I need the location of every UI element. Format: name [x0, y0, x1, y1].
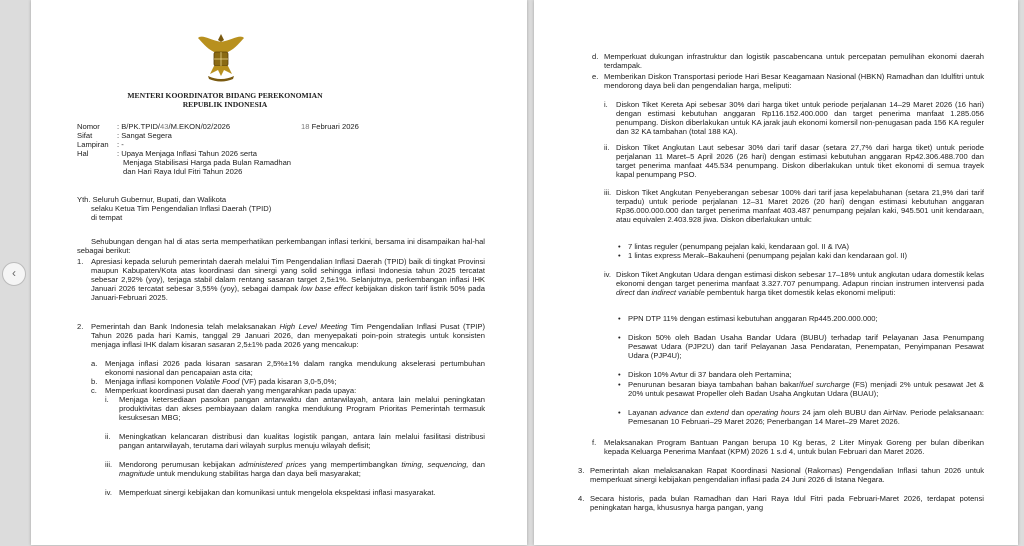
bullet-item: Layanan advance dan extend dan operating hours 24 jam oleh BUBU dan AirNav. Periode pelaksanaan: Pemesanan 10 Februari–29 Maret 2026; Penerbangan 14 Maret–29 Maret 2026. [628, 408, 984, 427]
prev-page-icon[interactable]: ‹ [2, 262, 26, 286]
recipient-line: Yth. Seluruh Gubernur, Bupati, dan Walikota [77, 195, 227, 204]
bullet-icon: • [618, 408, 621, 417]
bullet-item: Diskon 50% oleh Badan Usaha Bandar Udara (BUBU) terhadap tarif Pelayanan Jasa Penumpang Pesawat Udara (PJP2U) dan tarif Pelayanan Jasa Pendaratan, Penempatan, Penyimpanan Pesawat Udara (PJP4U); [628, 333, 984, 361]
point-e-iii: Diskon Tiket Angkutan Penyeberangan sebesar 100% dari tarif jasa kepelabuhanan (setara 21,9% dari tarif terpadu) untuk periode perjalanan 12–31 Maret 2026 (20 hari) dengan estimasi kebutuhan anggaran Rp36.000.000.000 dan target penerima manfaat 403.487 penumpang pejalan kaki, 945.501 unit kendaraan, atau equivalen 2.403.928 jiwa. Diskon diberlakukan untuk: [616, 188, 984, 225]
hal-line: dan Hari Raya Idul Fitri Tahun 2026 [123, 167, 243, 176]
garuda-emblem-icon [196, 30, 246, 82]
hal-line: : Upaya Menjaga Inflasi Tahun 2026 serta [117, 149, 258, 158]
nomor-label: Nomor [77, 122, 100, 131]
hal-line: Menjaga Stabilisasi Harga pada Bulan Ramadhan [123, 158, 292, 167]
item-roman: iii. [105, 460, 113, 469]
hal-label: Hal [77, 149, 89, 158]
point-e-i: Diskon Tiket Kereta Api sebesar 30% dari harga tiket untuk periode perjalanan 14–29 Maret 2026 (16 hari) dengan estimasi kebutuhan anggaran Rp116.152.400.000 dan target penerima manfaat 1.285.056 penumpang. Diskon diberlakukan untuk KA jarak jauh ekonomi komersil non-penugasan pada 156 KA reguler dan 32 KA tambahan (total 188 KA). [616, 100, 984, 137]
item-roman: iv. [604, 270, 612, 279]
bullet-icon: • [618, 380, 621, 389]
paragraph-3: Pemerintah akan melaksanakan Rapat Koordinasi Nasional (Rakornas) Pengendalian Inflasi tahun 2026 untuk memperkuat sinergi kebijakan pengendalian inflasi pada 24 Juni 2026 di Istana Negara. [590, 466, 984, 485]
point-e-iv: Diskon Tiket Angkutan Udara dengan estimasi diskon sebesar 17–18% untuk angkutan udara domestik kelas ekonomi dengan target penerima manfaat 3.327.707 penumpang. Adapun rincian instrumen intervensi pada direct dan indirect variable pembentuk harga tiket domestik kelas ekonomi meliputi: [616, 270, 984, 298]
bullet-item: 7 lintas reguler (penumpang pejalan kaki, kendaraan gol. II & IVA) [628, 242, 850, 251]
item-roman: ii. [105, 432, 111, 441]
item-letter: b. [91, 377, 98, 386]
item-roman: iii. [604, 188, 612, 197]
item-roman: ii. [604, 143, 610, 152]
item-letter: f. [592, 438, 597, 447]
bullet-icon: • [618, 370, 621, 379]
item-letter: d. [592, 52, 599, 61]
item-number: 1. [77, 257, 84, 266]
point-f: Melaksanakan Program Bantuan Pangan berupa 10 Kg beras, 2 Liter Minyak Goreng per bulan diberikan kepada Keluarga Penerima Manfaat (KPM) 2026 1 s.d 4, untuk bulan Februari dan Maret 2026. [604, 438, 984, 457]
document-page-2 [534, 0, 1018, 545]
recipient-line: di tempat [91, 213, 123, 222]
point-c-iii: Mendorong perumusan kebijakan administered prices yang mempertimbangkan timing, sequencing, dan magnitude untuk mendukung stabilitas harga dan daya beli masyarakat; [119, 460, 485, 479]
letterhead-title: MENTERI KOORDINATOR BIDANG PEREKONOMIAN [127, 91, 323, 100]
recipient-line: selaku Ketua Tim Pengendalian Inflasi Daerah (TPID) [91, 204, 272, 213]
point-b: Menjaga inflasi komponen Volatile Food (VF) pada kisaran 3,0-5,0%; [105, 377, 337, 386]
nomor-value: : B/PK.TPID/43/M.EKON/02/2026 [117, 122, 231, 131]
item-number: 2. [77, 322, 84, 331]
bullet-icon: • [618, 314, 621, 323]
point-d: Memperkuat dukungan infrastruktur dan logistik pascabencana untuk percepatan pemulihan ekonomi daerah terdampak. [604, 52, 984, 71]
sifat-label: Sifat [77, 131, 93, 140]
point-a: Menjaga inflasi 2026 pada kisaran sasaran 2,5%±1% dalam rangka mendukung akselerasi pertumbuhan ekonomi nasional dan pencapaian asta cita; [105, 359, 485, 378]
paragraph-2: Pemerintah dan Bank Indonesia telah melaksanakan High Level Meeting Tim Pengendalian Inflasi Pusat (TPIP) Tahun 2026 pada hari Kamis, tanggal 29 Januari 2026, dan menyepakati poin-poin strategis untuk konsisten menjaga inflasi IHK dalam kisaran sasaran 2,5±1% pada 2026 yang mencakup: [91, 322, 485, 350]
point-c-ii: Meningkatkan kelancaran distribusi dan kualitas logistik pangan, antara lain melalui fasilitasi distribusi pangan antarwilayah, terutama dari wilayah surplus menuju wilayah defisit; [119, 432, 485, 451]
sifat-value: : Sangat Segera [117, 131, 172, 140]
point-c-iv: Memperkuat sinergi kebijakan dan komunikasi untuk mengelola ekspektasi inflasi masyarakat. [119, 488, 436, 497]
bullet-icon: • [618, 251, 621, 260]
bullet-icon: • [618, 333, 621, 342]
point-e-ii: Diskon Tiket Angkutan Laut sebesar 30% dari tarif dasar (setara 27,7% dari harga tiket) untuk periode perjalanan 11 Maret–5 April 2026 (26 hari) dengan estimasi kebutuhan anggaran Rp42.306.488.700 dan target penerima manfaat 445.534 penumpang. Diskon diberlakukan untuk tiket ekonomi di semua trayek kapal penumpang PSO. [616, 143, 984, 180]
paragraph-1: Apresiasi kepada seluruh pemerintah daerah melalui Tim Pengendalian Inflasi Daerah (TPID) baik di tingkat Provinsi maupun Kabupaten/Kota atas koordinasi dan sinergi yang solid sehingga inflasi Indonesia tahun 2025 tercatat sebesar 2,92% (yoy), terjaga stabil dalam rentang sasaran target 2,5±1%. Selanjutnya, perkembangan inflasi IHK Januari 2026 tercatat sebesar 3,55% (yoy), sebagai dampak low base effect kebijakan diskon tarif listrik 50% pada Januari-Februari 2025. [91, 257, 485, 303]
lampiran-value: : - [117, 140, 124, 149]
item-letter: e. [592, 72, 599, 81]
document-page-1 [31, 0, 527, 545]
item-letter: c. [91, 386, 97, 395]
item-letter: a. [91, 359, 98, 368]
item-roman: i. [105, 395, 109, 404]
point-c-i: Menjaga ketersediaan pasokan pangan antarwaktu dan antarwilayah, antara lain melalui peningkatan produktivitas dan akses pembiayaan dalam rangka mendukung Program Prioritas Pemerintah termasuk kesuksesan MBG; [119, 395, 485, 423]
letter-date: 18 Februari 2026 [301, 122, 359, 131]
point-c: Memperkuat koordinasi pusat dan daerah yang mengarahkan pada upaya: [105, 386, 357, 395]
bullet-item: Diskon 10% Avtur di 37 bandara oleh Pertamina; [628, 370, 792, 379]
lampiran-label: Lampiran [77, 140, 109, 149]
item-roman: i. [604, 100, 608, 109]
paragraph-4: Secara historis, pada bulan Ramadhan dan Hari Raya Idul Fitri pada Februari-Maret 2026, terdapat potensi peningkatan harga, khususnya harga pangan, yang [590, 494, 984, 513]
item-number: 3. [578, 466, 585, 475]
item-number: 4. [578, 494, 585, 503]
bullet-item: 1 lintas express Merak–Bakauheni (penumpang pejalan kaki dan kendaraan gol. II) [628, 251, 908, 260]
item-roman: iv. [105, 488, 113, 497]
intro-paragraph: Sehubungan dengan hal di atas serta memperhatikan perkembangan inflasi terkini, bersama ini disampaikan hal-hal sebagai berikut: [77, 237, 485, 256]
point-e: Memberikan Diskon Transportasi periode Hari Besar Keagamaan Nasional (HBKN) Ramadhan dan Idulfitri untuk mendorong daya beli dan pengendalian harga, meliputi: [604, 72, 984, 91]
bullet-icon: • [618, 242, 621, 251]
bullet-item: Penurunan besaran biaya tambahan bahan bakar/fuel surcharge (FS) menjadi 2% untuk pesawat Jet & 20% untuk pesawat Propeller oleh Badan Usaha Angkutan Udara (BUAU); [628, 380, 984, 399]
letterhead-subtitle: REPUBLIK INDONESIA [182, 100, 268, 109]
bullet-item: PPN DTP 11% dengan estimasi kebutuhan anggaran Rp445.200.000.000; [628, 314, 878, 323]
